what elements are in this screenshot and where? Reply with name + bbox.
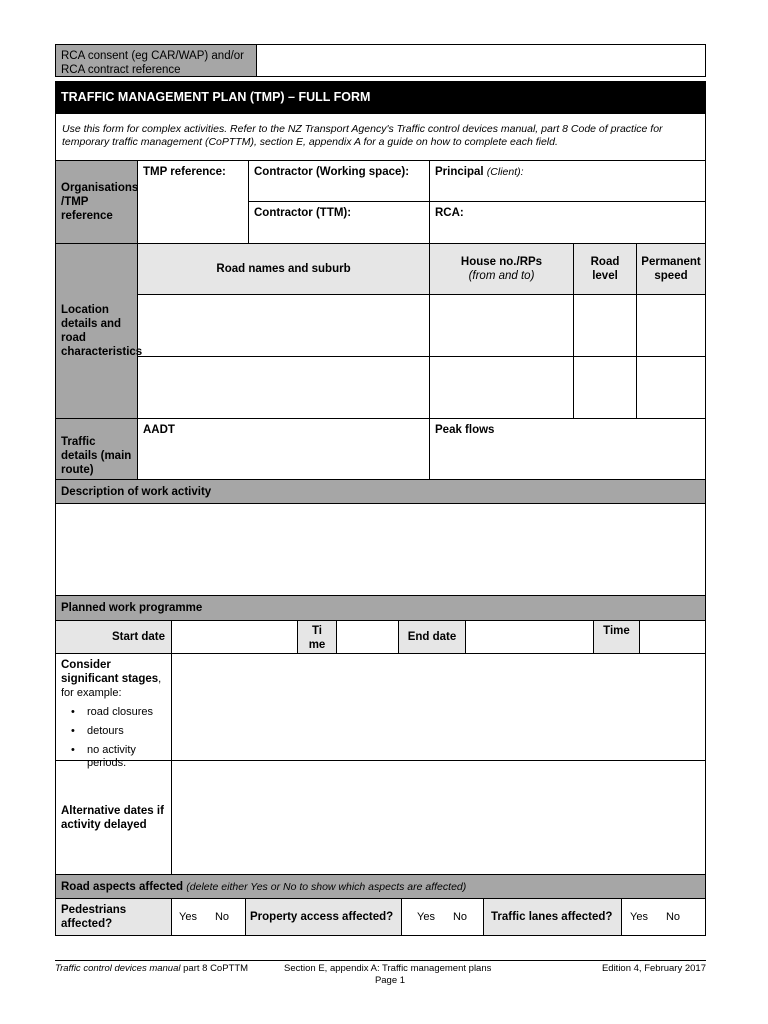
footer-edition: Edition 4, February 2017 [601, 963, 706, 974]
footer-section: Section E, appendix A: Traffic management plans [284, 963, 492, 974]
aadt-field[interactable]: AADT [137, 418, 430, 480]
stage-item: • no activity periods. [71, 744, 166, 770]
yes-option[interactable]: Yes [179, 911, 197, 923]
stages-label-bold: Consider significant stages [61, 659, 159, 685]
footer-rule [55, 960, 706, 961]
property-access-choice[interactable] [401, 898, 484, 936]
end-date-field[interactable] [465, 620, 594, 654]
programme-header: Planned work programme [55, 595, 706, 621]
time2-field[interactable] [639, 620, 706, 654]
yes-option[interactable]: Yes [417, 911, 435, 923]
location-label: Location details and road characteristics [55, 243, 138, 419]
peak-flows-field[interactable]: Peak flows [429, 418, 706, 480]
road-level-cell[interactable] [573, 356, 637, 419]
traffic-lanes-choice[interactable] [621, 898, 706, 936]
stages-label [55, 653, 172, 769]
yes-option[interactable]: Yes [630, 911, 648, 923]
principal-note: (Client): [486, 166, 524, 178]
traffic-lanes-label: Traffic lanes affected? [483, 898, 622, 936]
col-road-level: Road level [573, 243, 637, 295]
stages-label-rest: , for example: [61, 673, 162, 699]
road-level-cell[interactable] [573, 294, 637, 357]
consent-field[interactable] [256, 44, 706, 77]
house-no-cell[interactable] [429, 294, 574, 357]
road-aspects-note: (delete either Yes or No to show which aspects are affected) [186, 880, 467, 893]
intro-text: Use this form for complex activities. Refer to the NZ Transport Agency's Traffic control devices manual, part 8 Code of practice for temporary traffic management (CoPTTM), section E, appendix A for a guide on how to complete each field. [55, 113, 706, 161]
house-no-cell[interactable] [429, 356, 574, 419]
alt-dates-field[interactable] [171, 760, 706, 875]
no-option[interactable]: No [452, 911, 468, 923]
road-names-cell[interactable] [137, 356, 430, 419]
rca-field[interactable]: RCA: [429, 201, 706, 244]
principal-field[interactable]: Principal (Client): [429, 160, 706, 202]
start-date-label: Start date [55, 620, 172, 654]
contractor-working-field[interactable]: Contractor (Working space): [248, 160, 430, 202]
col-road-names: Road names and suburb [137, 243, 430, 295]
speed-cell[interactable] [636, 356, 706, 419]
contractor-ttm-field[interactable]: Contractor (TTM): [248, 201, 430, 244]
stage-item: • detours [71, 725, 166, 738]
footer-page: Page 1 [374, 975, 406, 986]
col-house-no: House no./RPs (from and to) [429, 243, 574, 295]
stages-field[interactable] [171, 653, 706, 761]
no-option[interactable]: No [214, 911, 230, 923]
road-aspects-header [55, 874, 706, 899]
stage-item: • road closures [71, 706, 166, 719]
pedestrians-choice[interactable] [171, 898, 246, 936]
col-permanent-speed: Permanent speed [636, 243, 706, 295]
pedestrians-label: Pedestrians affected? [55, 898, 172, 936]
description-header: Description of work activity [55, 479, 706, 504]
form-title: TRAFFIC MANAGEMENT PLAN (TMP) – FULL FORM [55, 81, 706, 113]
footer-manual: Traffic control devices manual part 8 CoPTTM [55, 963, 249, 974]
description-field[interactable] [55, 503, 706, 596]
traffic-label: Traffic details (main route) [55, 418, 138, 480]
consent-label: RCA consent (eg CAR/WAP) and/or RCA contract reference [55, 44, 257, 77]
no-option[interactable]: No [665, 911, 681, 923]
end-date-label: End date [398, 620, 466, 654]
tmp-reference-field[interactable]: TMP reference: [137, 160, 249, 244]
road-names-cell[interactable] [137, 294, 430, 357]
organisations-label: Organisations /TMP reference [55, 160, 138, 244]
time2-label: Time [593, 620, 640, 654]
start-date-field[interactable] [171, 620, 298, 654]
speed-cell[interactable] [636, 294, 706, 357]
col-house-note: (from and to) [468, 270, 535, 282]
road-aspects-title: Road aspects affected [61, 880, 184, 893]
time1-field[interactable] [336, 620, 399, 654]
property-access-label: Property access affected? [245, 898, 402, 936]
time1-label: Time [297, 620, 337, 654]
alt-dates-label: Alternative dates if activity delayed [55, 760, 172, 875]
